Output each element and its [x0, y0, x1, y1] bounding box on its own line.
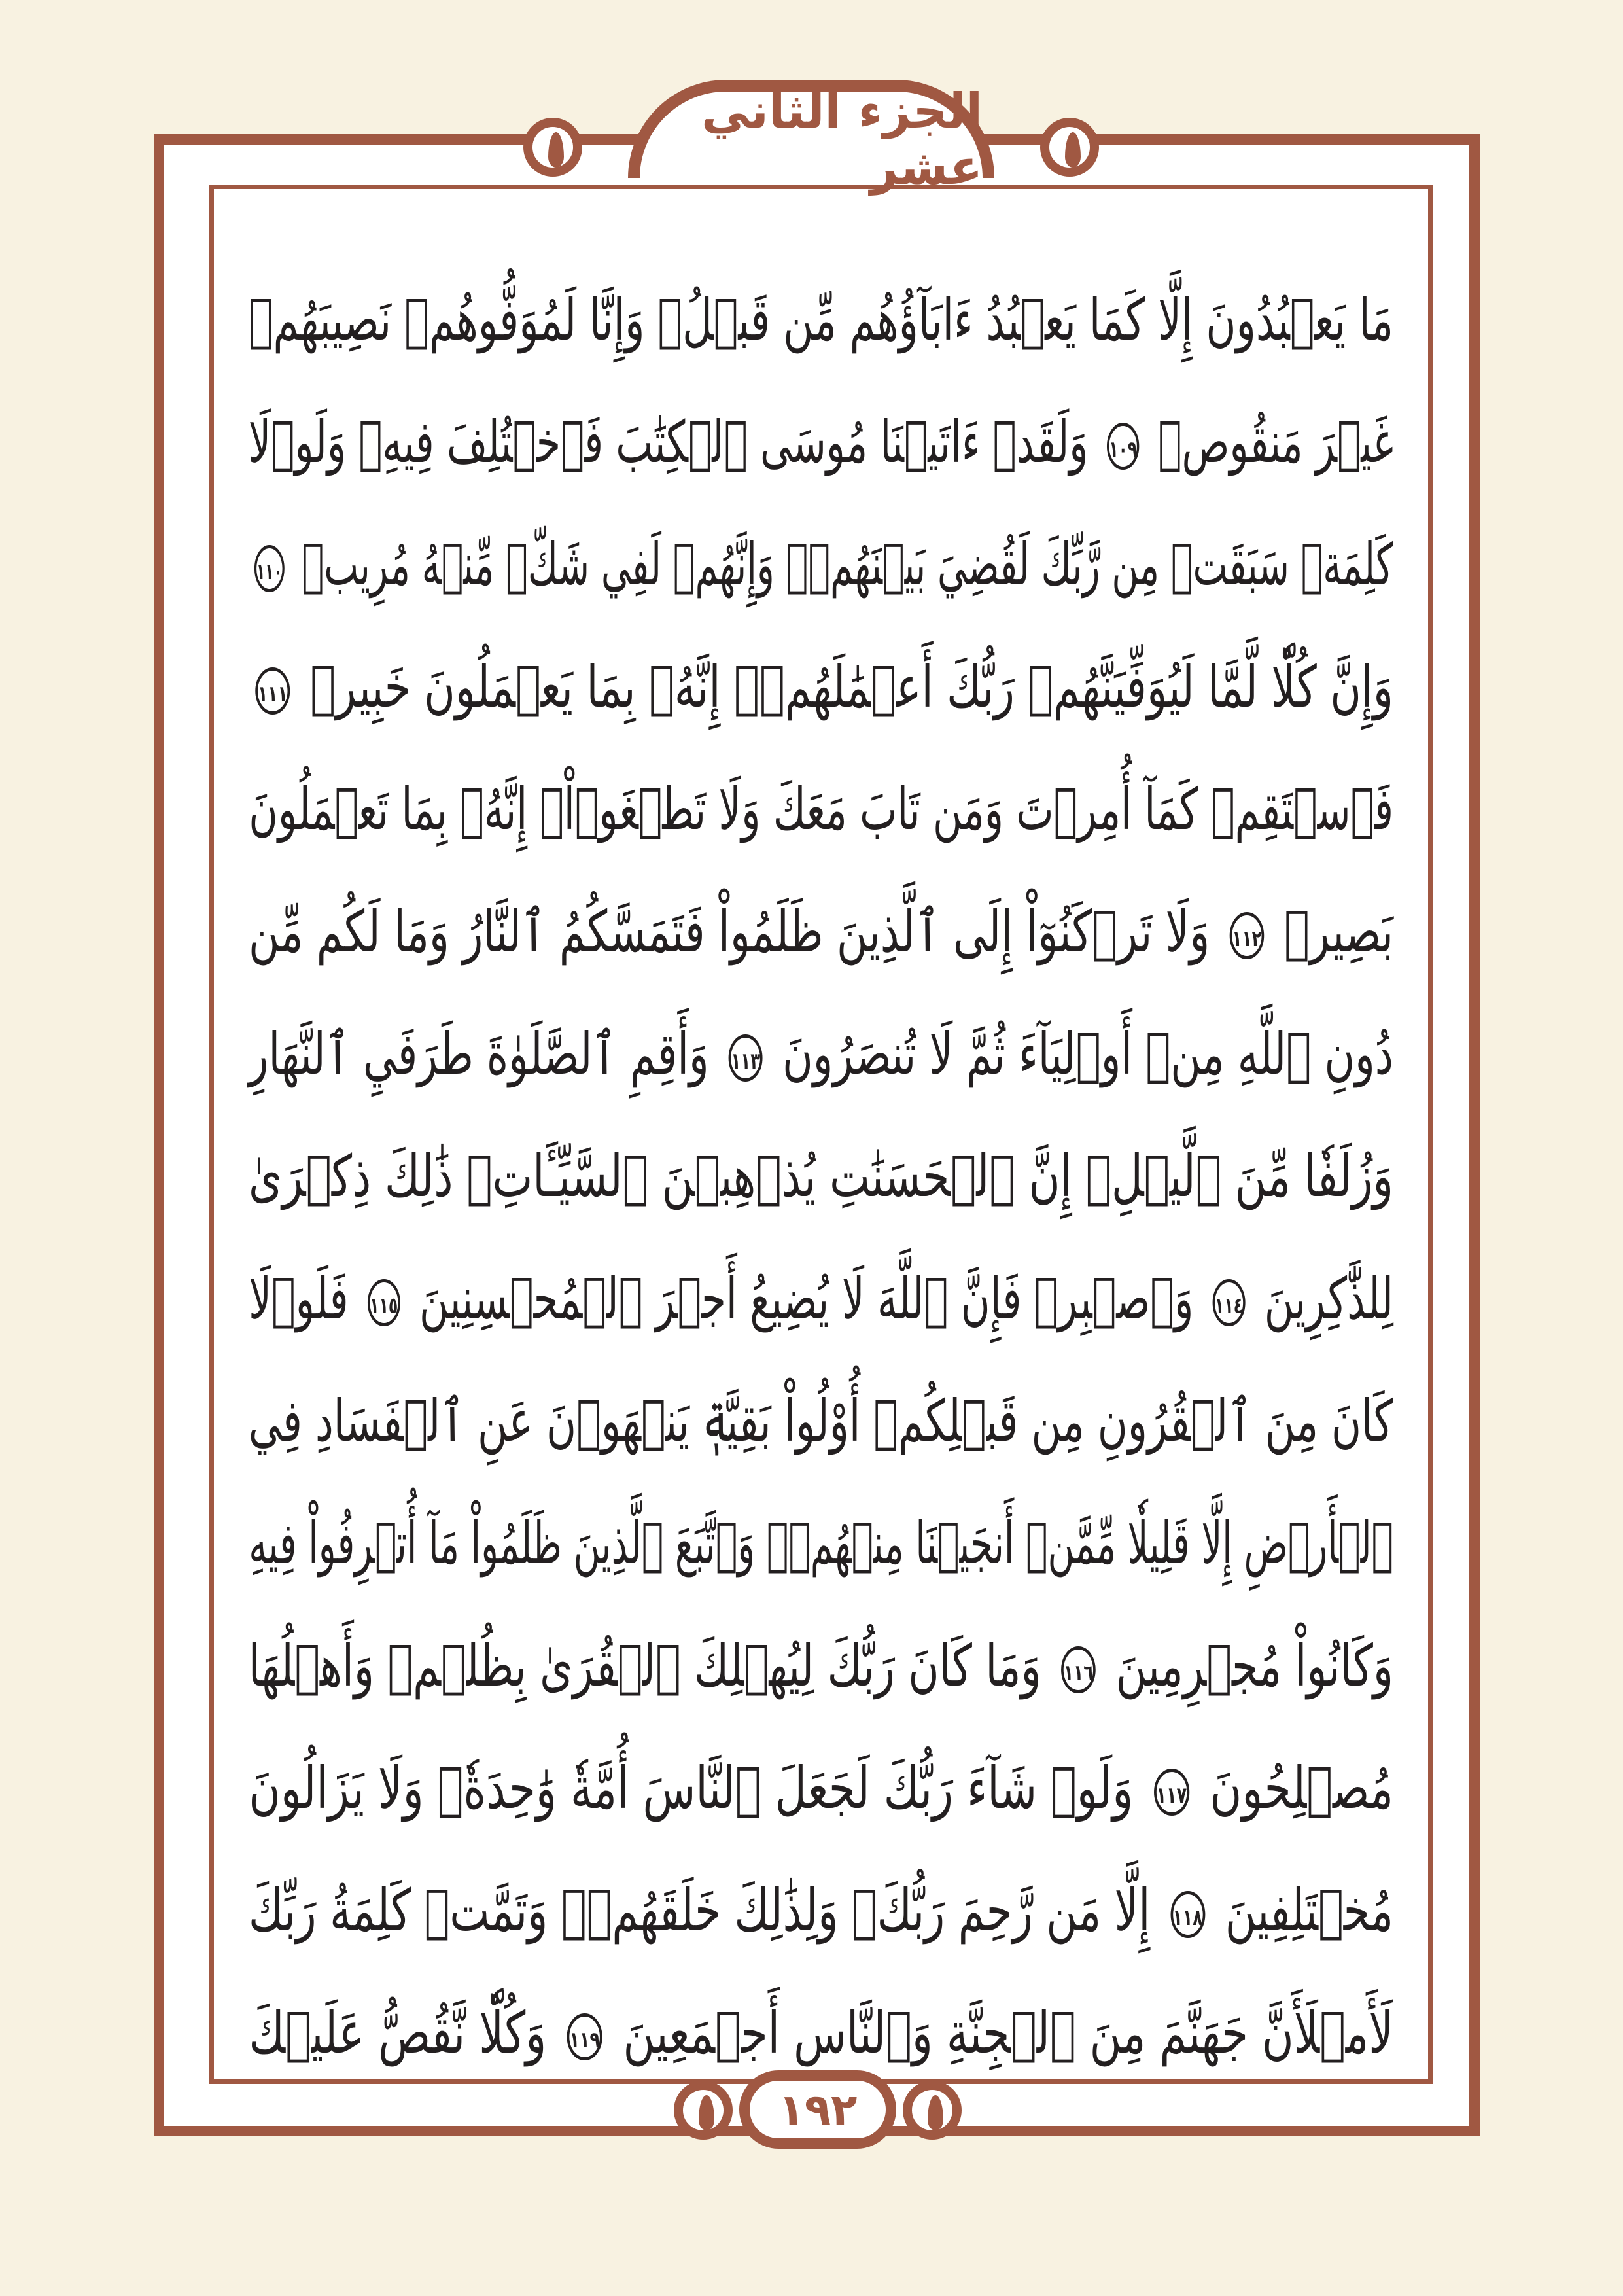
verse-text: وَلَا تَرۡكَنُوٓاْ إِلَى ٱلَّذِينَ ظَلَمُواْ فَتَمَسَّكُمُ ٱلنَّارُ وَمَا لَكُم مِّن	[249, 898, 1210, 965]
verse-text: فَلَوۡلَا	[249, 1265, 349, 1332]
text-line	[248, 993, 1393, 1115]
page-number: ١٩٢	[778, 2084, 858, 2135]
ayah-number-marker: ١١٨	[1170, 1891, 1205, 1938]
ayah-number-marker: ١١٦	[1061, 1646, 1096, 1693]
verse-text: وَكَانُواْ مُجۡرِمِينَ	[1115, 1632, 1393, 1699]
ayah-number-marker: ١١٠	[254, 545, 285, 592]
verse-text: مُخۡتَلِفِينَ	[1225, 1877, 1393, 1944]
text-line	[248, 1849, 1393, 1971]
verse-text: وَلَقَدۡ ءَاتَيۡنَا مُوسَى ٱلۡكِتَٰبَ فَٱخۡتُلِفَ فِيهِۚ وَلَوۡلَا	[248, 408, 1089, 476]
verse-text: كَلِمَةٞ سَبَقَتۡ مِن رَّبِّكَ لَقُضِيَ بَيۡنَهُمۡۚ وَإِنَّهُمۡ لَفِي شَكّٖ مِّنۡهُ مُرِيبٖ	[302, 531, 1393, 598]
ayah-number-marker: ١١٧	[1154, 1769, 1189, 1816]
verse-text: وَلَوۡ شَآءَ رَبُّكَ لَجَعَلَ ٱلنَّاسَ أُمَّةٗ وَٰحِدَةٗۖ وَلَا يَزَالُونَ	[249, 1754, 1134, 1822]
text-line	[249, 1115, 1393, 1237]
ayah-number-marker: ١١٥	[368, 1279, 400, 1326]
verse-text: وَٱصۡبِرۡ فَإِنَّ ٱللَّهَ لَا يُضِيعُ أَجۡرَ ٱلۡمُحۡسِنِينَ	[419, 1265, 1194, 1332]
verse-text: كَانَ مِنَ ٱلۡقُرُونِ مِن قَبۡلِكُمۡ أُوْلُواْ بَقِيَّةٖ يَنۡهَوۡنَ عَنِ ٱلۡفَسَادِ فِي	[248, 1387, 1393, 1455]
ayah-number-marker: ١٠٩	[1107, 423, 1139, 470]
verse-text: مَا يَعۡبُدُونَ إِلَّا كَمَا يَعۡبُدُ ءَابَآؤُهُم مِّن قَبۡلُۚ وَإِنَّا لَمُوَفُّوهُمۡ نَصِيبَهُمۡ	[248, 286, 1393, 353]
ayah-number-marker: ١١٢	[1230, 912, 1265, 959]
verse-text: وَإِنَّ كُلّٗا لَّمَّا لَيُوَفِّيَنَّهُمۡ رَبُّكَ أَعۡمَٰلَهُمۡۚ إِنَّهُۥ بِمَا يَعۡمَلُونَ خَبِيرٞ	[310, 653, 1393, 720]
ornament-icon	[1040, 118, 1099, 177]
text-line	[248, 381, 1393, 503]
verse-text: بَصِيرٞ	[1284, 898, 1393, 965]
verse-text: غَيۡرَ مَنقُوصٖ	[1158, 408, 1393, 476]
text-line	[248, 258, 1393, 381]
quran-text	[249, 258, 1393, 2094]
ayah-number-marker: ١١١	[256, 667, 290, 715]
ornament-icon	[674, 2081, 733, 2140]
juz-header	[628, 80, 994, 196]
verse-text: لَأَمۡلَأَنَّ جَهَنَّمَ مِنَ ٱلۡجِنَّةِ وَٱلنَّاسِ أَجۡمَعِينَ	[623, 1999, 1393, 2066]
text-line	[258, 626, 1393, 748]
text-line	[248, 1360, 1393, 1482]
verse-text: وَزُلَفٗا مِّنَ ٱلَّيۡلِۚ إِنَّ ٱلۡحَسَنَٰتِ يُذۡهِبۡنَ ٱلسَّيِّـَٔاتِۚ ذَٰلِكَ ذِكۡرَىٰ	[249, 1142, 1393, 1210]
verse-text: فَٱسۡتَقِمۡ كَمَآ أُمِرۡتَ وَمَن تَابَ مَعَكَ وَلَا تَطۡغَوۡاْۚ إِنَّهُۥ بِمَا تَعۡمَلُونَ	[249, 775, 1393, 843]
juz-title: الجزء الثاني عشر	[701, 83, 983, 196]
text-line	[249, 1971, 1393, 2094]
ornament-icon	[523, 118, 582, 177]
page-number-badge	[739, 2070, 896, 2149]
ornament-icon	[903, 2081, 962, 2140]
text-line	[249, 870, 1393, 993]
verse-text: إِلَّا مَن رَّحِمَ رَبُّكَۚ وَلِذَٰلِكَ خَلَقَهُمۡۗ وَتَمَّتۡ كَلِمَةُ رَبِّكَ	[248, 1877, 1151, 1944]
verse-text: لِلذَّٰكِرِينَ	[1264, 1265, 1393, 1332]
verse-text: دُونِ ٱللَّهِ مِنۡ أَوۡلِيَآءَ ثُمَّ لَا تُنصَرُونَ	[782, 1020, 1393, 1087]
text-line	[249, 1482, 1393, 1604]
verse-text: ٱلۡأَرۡضِ إِلَّا قَلِيلٗا مِّمَّنۡ أَنجَيۡنَا مِنۡهُمۡۗ وَٱتَّبَعَ ٱلَّذِينَ ظَلَمُواْ مَآ أُتۡرِفُواْ فِيهِ	[249, 1510, 1393, 1577]
ayah-number-marker: ١١٤	[1213, 1279, 1246, 1326]
text-line	[256, 503, 1393, 626]
text-line	[249, 1237, 1393, 1360]
ayah-number-marker: ١١٣	[729, 1034, 763, 1082]
verse-text: وَكُلّٗا نَّقُصُّ عَلَيۡكَ	[249, 1999, 547, 2066]
verse-text: وَمَا كَانَ رَبُّكَ لِيُهۡلِكَ ٱلۡقُرَىٰ بِظُلۡمٖ وَأَهۡلُهَا	[248, 1632, 1041, 1699]
verse-text: مُصۡلِحُونَ	[1210, 1754, 1393, 1822]
text-line	[248, 1604, 1393, 1727]
verse-text: وَأَقِمِ ٱلصَّلَوٰةَ طَرَفَيِ ٱلنَّهَارِ	[248, 1020, 709, 1087]
text-line	[249, 748, 1393, 870]
text-line	[249, 1727, 1393, 1849]
ayah-number-marker: ١١٩	[567, 2013, 602, 2060]
